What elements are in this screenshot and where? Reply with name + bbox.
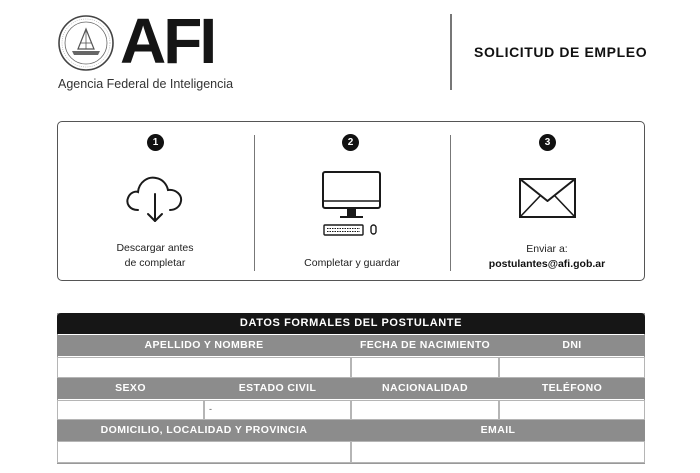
step-2-label: Completar y guardar [304,257,400,269]
header-divider [450,14,452,90]
table-section-title: DATOS FORMALES DEL POSTULANTE [57,313,645,334]
label-domicilio: DOMICILIO, LOCALIDAD Y PROVINCIA [100,424,308,436]
label-apellido-nombre: APELLIDO Y NOMBRE [144,339,264,351]
email-address: postulantes@afi.gob.ar [488,258,606,270]
step-3-number: 3 [539,134,556,151]
computer-icon [320,170,386,240]
step-divider [254,135,255,271]
nacionalidad-field[interactable] [351,400,499,420]
step-1-number: 1 [147,134,164,151]
label-estado-civil: ESTADO CIVIL [238,382,317,394]
afi-seal-logo [58,15,114,71]
domicilio-field[interactable] [57,441,351,463]
label-telefono: TELÉFONO [541,382,603,394]
estado-civil-value: - [209,404,212,414]
apellido-nombre-field[interactable] [57,357,351,378]
estado-civil-field[interactable] [204,400,351,420]
cloud-download-icon [124,170,186,226]
label-fecha-nacimiento: FECHA DE NACIMIENTO [359,339,491,351]
step-3-label [472,242,622,272]
step-divider [450,135,451,271]
step-1-label [95,241,215,271]
brand-wordmark: AFI [120,5,215,77]
label-sexo: SEXO [115,382,146,394]
label-email: EMAIL [480,424,516,436]
step-3-line1: Enviar a: [526,243,568,255]
email-field[interactable] [351,441,645,463]
step-2-number: 2 [342,134,359,151]
sexo-field[interactable] [57,400,204,420]
label-dni: DNI [562,339,582,351]
fecha-nacimiento-field[interactable] [351,357,499,378]
step-1-line1: Descargar antes [116,242,194,254]
telefono-field[interactable] [499,400,645,420]
dni-field[interactable] [499,357,645,378]
label-nacionalidad: NACIONALIDAD [382,382,468,394]
envelope-icon [518,176,578,220]
agency-name: Agencia Federal de Inteligencia [58,77,234,91]
form-title: SOLICITUD DE EMPLEO [474,44,648,60]
step-1-line2: de completar [124,257,186,269]
email-link[interactable] [472,257,622,272]
